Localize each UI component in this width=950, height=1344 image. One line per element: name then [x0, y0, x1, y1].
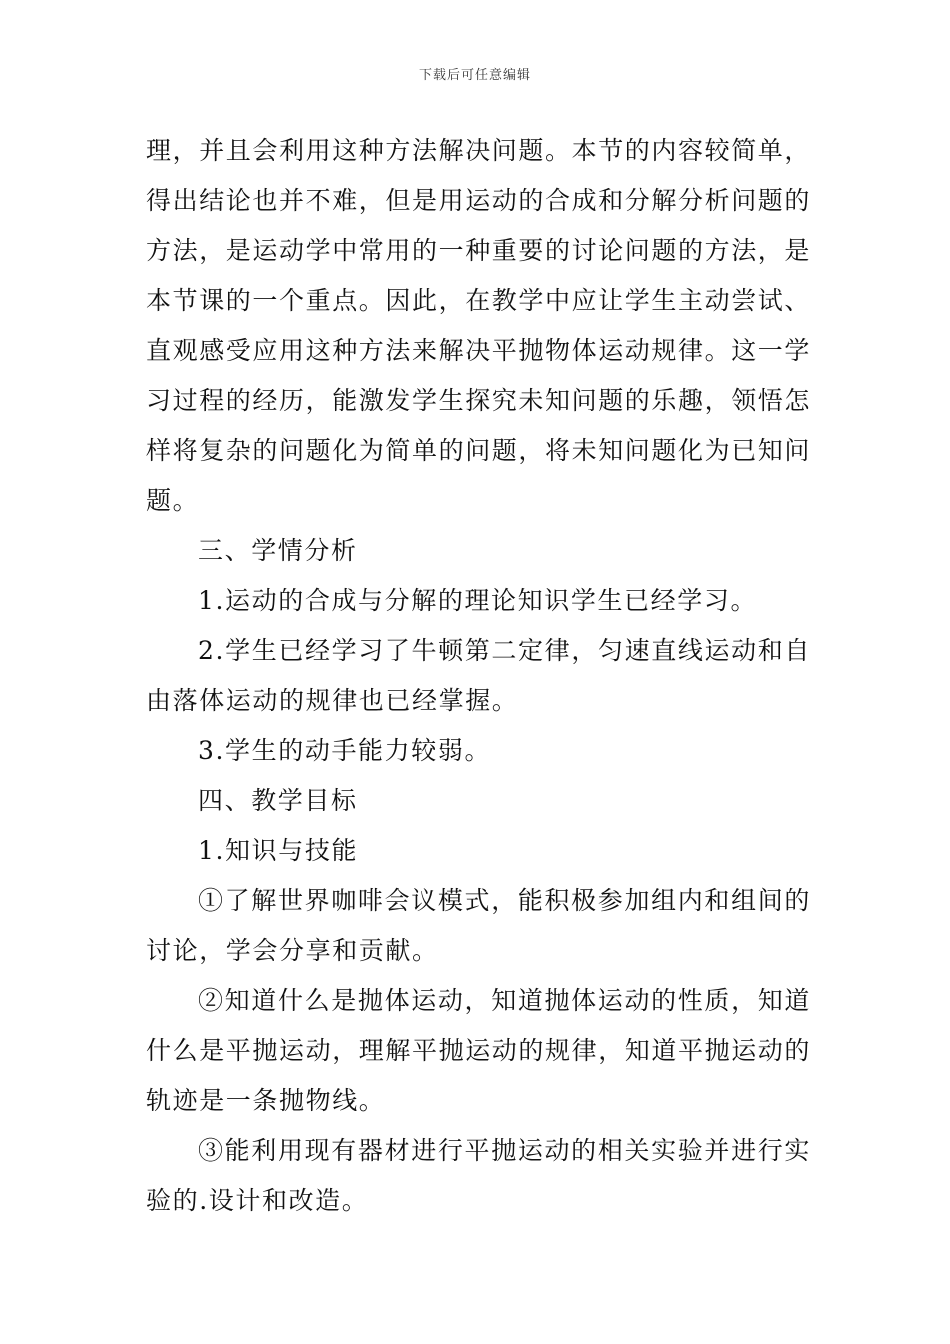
paragraph-continuation: 理，并且会利用这种方法解决问题。本节的内容较简单，得出结论也并不难，但是用运动的合成和分解分析问题的方法，是运动学中常用的一种重要的讨论问题的方法，是本节课的一个重点。因此，在教学中应让学生主动尝试、直观感受应用这种方法来解决平抛物体运动规律。这一学习过程的经历，能激发学生探究未知问题的乐趣，领悟怎样将复杂的问题化为简单的问题，将未知问题化为已知问题。 [146, 136, 812, 515]
subsection-heading: 1.知识与技能 [198, 836, 359, 865]
list-item: ③能利用现有器材进行平抛运动的相关实验并进行实验的.设计和改造。 [146, 1136, 811, 1215]
list-item: ①了解世界咖啡会议模式，能积极参加组内和组间的讨论，学会分享和贡献。 [146, 886, 811, 965]
list-item: 2.学生已经学习了牛顿第二定律，匀速直线运动和自由落体运动的规律也已经掌握。 [146, 636, 811, 715]
list-item: 3.学生的动手能力较弱。 [198, 736, 492, 765]
section-heading-learner-analysis: 三、学情分析 [198, 536, 358, 565]
page-header: 下载后可任意编辑 [418, 68, 531, 83]
list-item: ②知道什么是抛体运动，知道抛体运动的性质，知道什么是平抛运动，理解平抛运动的规律，知道平抛运动的轨迹是一条抛物线。 [146, 986, 812, 1115]
document-body [146, 126, 811, 1226]
section-heading-teaching-goals: 四、教学目标 [198, 786, 358, 815]
list-item: 1.运动的合成与分解的理论知识学生已经学习。 [198, 586, 758, 615]
